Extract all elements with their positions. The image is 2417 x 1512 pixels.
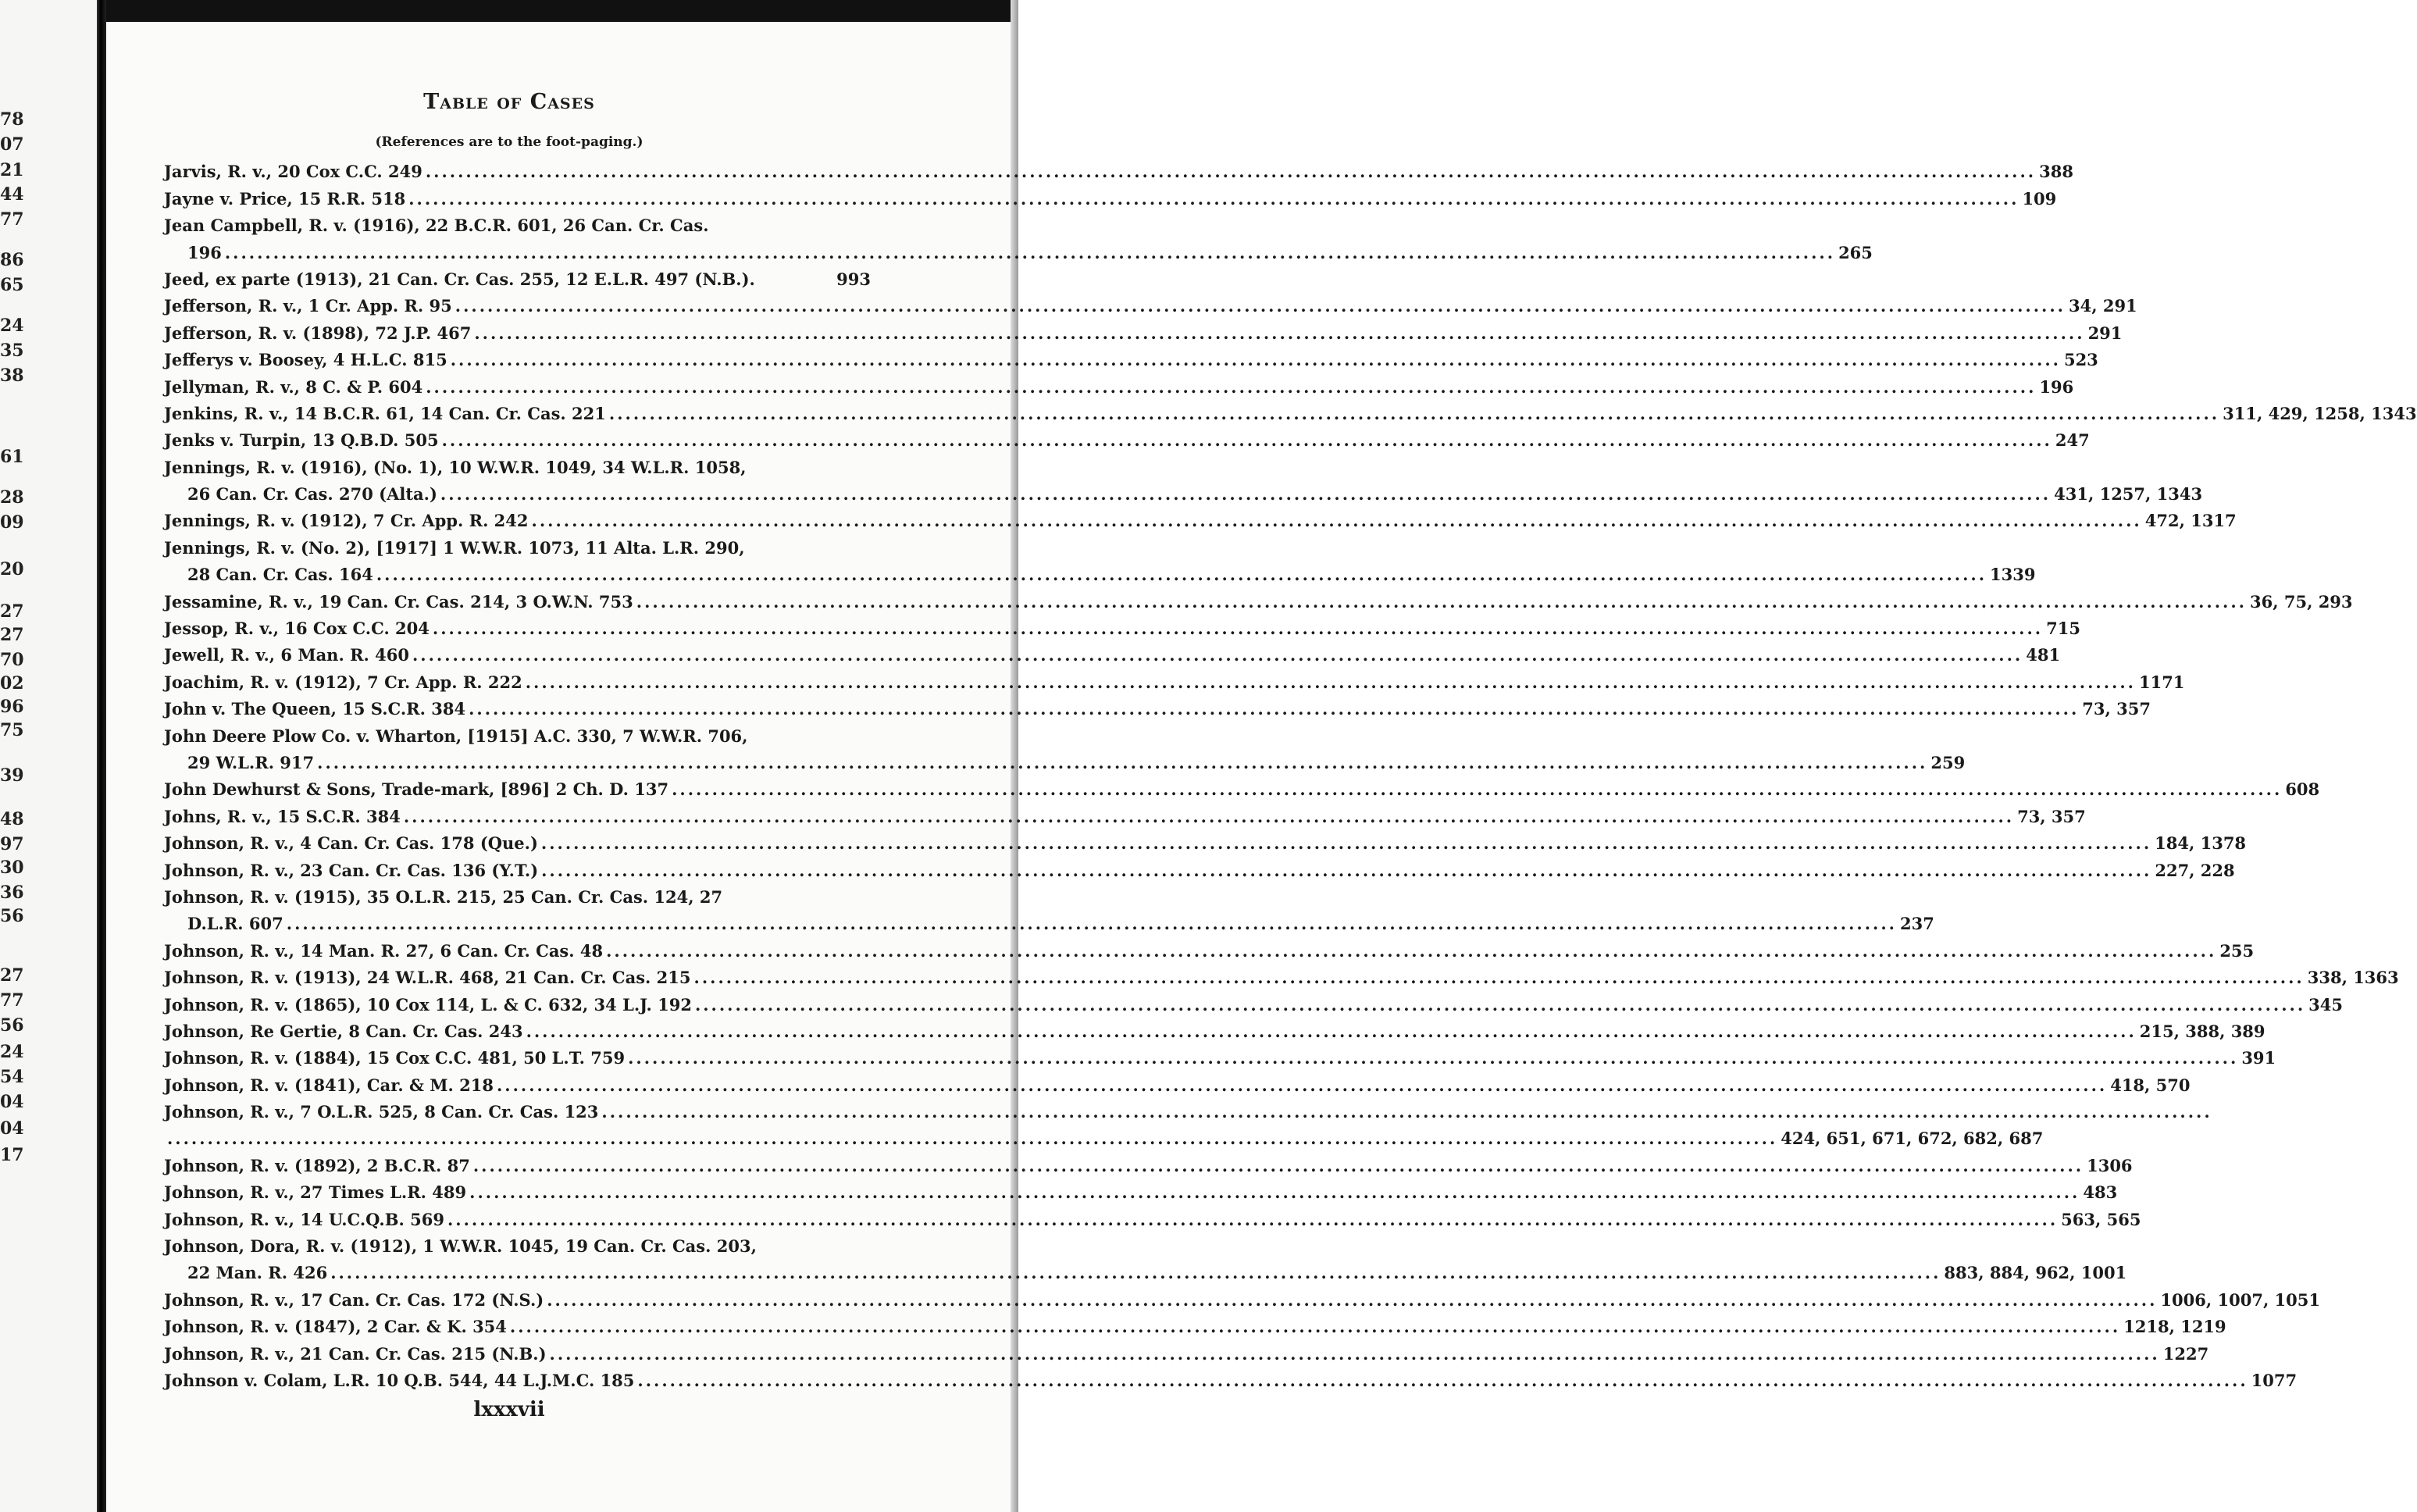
case-entry [164,1122,2044,1149]
case-entry [164,262,871,289]
case-entry [164,181,2057,209]
facing-page-number: 24 [0,1042,24,1062]
case-citation: Johnson, R. v. (1847), 2 Car. & K. 354 [164,1317,507,1337]
leader-dots: ........................................................................................................................................................................................................ [637,1370,2248,1390]
page-reference: 1218, 1219 [2123,1317,2226,1337]
case-entry [164,719,871,745]
facing-page-number: 96 [0,697,24,717]
case-citation: Johnson, Dora, R. v. (1912), 1 W.W.R. 1045, 19 Can. Cr. Cas. 203, [164,1236,757,1257]
facing-page-number: 44 [0,184,24,205]
case-entry [164,1175,2118,1203]
case-citation: Johnson, R. v. (1892), 2 B.C.R. 87 [164,1155,470,1175]
leader-dots: ........................................................................................................................................................................................................ [541,860,2152,880]
case-citation: Johnson, Re Gertie, 8 Can. Cr. Cas. 243 [164,1021,523,1041]
case-entry [164,933,2255,961]
leader-dots: ........................................................................................................................................................................................................ [496,1075,2108,1095]
case-citation: Jeed, ex parte (1913), 21 Can. Cr. Cas. 255, 12 E.L.R. 497 (N.B.). [164,269,755,289]
facing-page-number: 78 [0,109,24,130]
leader-dots: ........................................................................................................................................................................................................ [531,511,2142,531]
facing-page-number: 04 [0,1118,24,1139]
case-citation: Jenkins, R. v., 14 B.C.R. 61, 14 Can. Cr. Cas. 221 [164,403,606,423]
case-citation: Jenks v. Turpin, 13 Q.B.D. 505 [164,430,439,451]
leader-dots: ........................................................................................................................................................................................................ [469,699,2080,719]
case-entry [164,961,2399,988]
facing-page-number: 30 [0,858,24,878]
page-reference: 109 [2022,188,2057,209]
leader-dots: ........................................................................................................................................................................................................ [693,968,2305,988]
facing-page-number: 27 [0,965,24,986]
facing-page-number: 39 [0,765,24,786]
page-reference: 259 [1930,752,1966,772]
case-citation: Joachim, R. v. (1912), 7 Cr. App. R. 222 [164,672,522,692]
case-list [164,155,2417,1390]
leader-dots: ........................................................................................................................................................................................................ [601,1102,2212,1122]
case-entry [164,423,2090,451]
case-citation: 26 Can. Cr. Cas. 270 (Alta.) [187,484,437,505]
case-entry [164,1095,2212,1122]
leader-dots: ........................................................................................................................................................................................................ [509,1317,2121,1337]
case-entry [164,316,2123,343]
case-citation: 22 Man. R. 426 [187,1263,328,1283]
leader-dots: ........................................................................................................................................................................................................ [694,994,2306,1015]
leader-dots: ........................................................................................................................................................................................................ [472,1155,2084,1175]
page-reference: 563, 565 [2061,1209,2141,1229]
case-entry [164,477,2203,505]
page-folio: lxxxvii [473,1398,545,1421]
top-dark-border [102,0,1018,22]
page-reference: 265 [1838,242,1873,262]
case-citation: Jayne v. Price, 15 R.R. 518 [164,188,406,209]
case-citation: Johnson, R. v., 21 Can. Cr. Cas. 215 (N.B.) [164,1343,547,1364]
case-citation: Johnson, R. v., 14 U.C.Q.B. 569 [164,1209,444,1229]
leader-dots: ........................................................................................................................................................................................................ [432,619,2044,639]
case-entry [164,907,1934,934]
leader-dots: ........................................................................................................................................................................................................ [636,591,2247,612]
facing-page-number: 07 [0,134,24,155]
case-entry [164,1015,2265,1041]
case-citation: Johnson, R. v., 14 Man. R. 27, 6 Can. Cr. Cas. 48 [164,940,604,961]
case-entry [164,612,2080,639]
leader-dots: ........................................................................................................................................................................................................ [606,940,2217,961]
book-gutter [97,0,106,1512]
case-entry [164,1229,871,1256]
page-reference: 1077 [2251,1370,2298,1390]
case-entry [164,1068,2191,1095]
leader-dots: ........................................................................................................................................................................................................ [317,752,1928,772]
page-reference: 255 [2219,940,2255,961]
case-entry [164,1256,2127,1283]
facing-page-number: 77 [0,990,24,1011]
case-citation: Jefferys v. Boosey, 4 H.L.C. 815 [164,350,447,370]
leader-dots: ........................................................................................................................................................................................................ [440,484,2052,505]
case-citation: Johnson, R. v. (1884), 15 Cox C.C. 481, 50 L.T. 759 [164,1048,626,1068]
facing-page-number: 28 [0,487,24,508]
page-reference: 247 [2055,430,2090,451]
page-reference: 523 [2063,350,2098,370]
page-reference: 1171 [2138,672,2185,692]
page-reference: 431, 1257, 1343 [2054,484,2203,505]
case-citation: Johnson, R. v., 23 Can. Cr. Cas. 136 (Y.T.) [164,860,539,880]
leader-dots: ........................................................................................................................................................................................................ [469,1182,2080,1203]
leader-dots: ........................................................................................................................................................................................................ [540,833,2152,854]
case-citation: Johnson, R. v. (1915), 35 O.L.R. 215, 25 Can. Cr. Cas. 124, 27 [164,886,723,907]
leader-dots: ........................................................................................................................................................................................................ [167,1129,1778,1149]
page-reference: 338, 1363 [2307,968,2399,988]
case-entry [164,235,1873,262]
case-entry [164,1148,2133,1175]
leader-dots: ........................................................................................................................................................................................................ [376,565,1987,585]
case-entry [164,369,2074,397]
case-citation: John Deere Plow Co. v. Wharton, [1915] A.C. 330, 7 W.W.R. 706, [164,726,748,746]
page-reference: 34, 291 [2068,296,2137,316]
case-entry [164,772,2320,800]
case-citation: Jefferson, R. v., 1 Cr. App. R. 95 [164,296,452,316]
leader-dots: ........................................................................................................................................................................................................ [408,188,2020,209]
case-entry [164,826,2247,854]
page-reference: 1227 [2162,1343,2209,1364]
case-entry [164,1364,2298,1390]
case-entry [164,1202,2141,1229]
page-reference: 424, 651, 671, 672, 682, 687 [1781,1129,2044,1149]
leader-dots: ........................................................................................................................................................................................................ [403,806,2015,826]
case-entry [164,746,1966,772]
page-reference: 1339 [1990,565,2036,585]
case-citation: Jean Campbell, R. v. (1916), 22 B.C.R. 601, 26 Can. Cr. Cas. [164,216,709,236]
page-reference: 73, 357 [2017,806,2086,826]
leader-dots: ........................................................................................................................................................................................................ [425,162,2037,182]
page-reference: 391 [2241,1048,2276,1068]
case-citation: Johnson, R. v. (1865), 10 Cox 114, L. & C. 632, 34 L.J. 192 [164,994,692,1015]
facing-page-number: 75 [0,720,24,740]
case-entry [164,155,2073,182]
facing-page-number: 35 [0,341,24,361]
case-entry [164,397,2417,423]
leader-dots: ........................................................................................................................................................................................................ [224,242,1836,262]
case-entry [164,289,2137,316]
case-entry [164,584,2353,612]
page-reference: 196 [2039,376,2074,397]
case-citation: Jellyman, R. v., 8 C. & P. 604 [164,376,423,397]
facing-page-number: 27 [0,625,24,645]
case-citation: John Dewhurst & Sons, Trade-mark, [896] 2 Ch. D. 137 [164,779,669,800]
page-reference: 418, 570 [2110,1075,2191,1095]
page-reference: 73, 357 [2082,699,2151,719]
case-entry [164,665,2185,692]
case-entry [164,799,2086,826]
facing-page-number: 54 [0,1067,24,1087]
facing-page-number: 20 [0,559,24,579]
case-entry [164,450,871,476]
facing-page-number: 36 [0,883,24,903]
facing-page-number: 04 [0,1092,24,1112]
case-entry [164,1282,2321,1310]
facing-page-number: 48 [0,809,24,829]
facing-page-edge [0,0,100,1512]
case-citation: Jennings, R. v. (1912), 7 Cr. App. R. 242 [164,511,529,531]
case-citation: John v. The Queen, 15 S.C.R. 384 [164,699,466,719]
facing-page-number: 65 [0,275,24,295]
case-citation: 29 W.L.R. 917 [187,752,315,772]
case-citation: Johnson, R. v., 17 Can. Cr. Cas. 172 (N.S.) [164,1289,544,1310]
page-reference: 883, 884, 962, 1001 [1944,1263,2127,1283]
page-reference: 1006, 1007, 1051 [2160,1289,2321,1310]
case-entry [164,1336,2209,1364]
leader-dots: ........................................................................................................................................................................................................ [450,350,2061,370]
case-entry [164,853,2235,880]
page-reference: 311, 429, 1258, 1343 [2223,403,2417,423]
page-title: Table of Cases [423,90,595,114]
facing-page-number: 56 [0,906,24,926]
page-reference: 345 [2308,994,2343,1015]
leader-dots: ........................................................................................................................................................................................................ [628,1048,2239,1068]
facing-page-number: 09 [0,512,24,533]
case-entry [164,1310,2226,1337]
page-reference: 237 [1899,914,1934,934]
case-entry [164,558,2036,585]
case-citation: 196 [187,242,222,262]
case-citation: Jewell, R. v., 6 Man. R. 460 [164,645,409,665]
case-entry [164,530,871,557]
case-citation: Johnson, R. v., 7 O.L.R. 525, 8 Can. Cr. Cas. 123 [164,1102,599,1122]
case-entry [164,638,2061,665]
facing-page-number: 86 [0,250,24,270]
leader-dots: ........................................................................................................................................................................................................ [412,645,2023,665]
case-citation: Jennings, R. v. (1916), (No. 1), 10 W.W.R. 1049, 34 W.L.R. 1058, [164,457,747,477]
leader-dots: ........................................................................................................................................................................................................ [426,376,2037,397]
page-reference: 227, 228 [2155,860,2235,880]
page-reference: 993 [836,269,871,289]
case-citation: D.L.R. 607 [187,914,283,934]
page-reference: 715 [2046,619,2080,639]
page-reference: 481 [2026,645,2061,665]
facing-page-number: 17 [0,1145,24,1165]
leader-dots: ........................................................................................................................................................................................................ [286,914,1897,934]
case-citation: Johnson v. Colam, L.R. 10 Q.B. 544, 44 L.J.M.C. 185 [164,1370,635,1390]
case-entry [164,987,2343,1015]
page-reference: 1306 [2087,1155,2133,1175]
facing-page-number: 56 [0,1015,24,1036]
case-citation: Jessop, R. v., 16 Cox C.C. 204 [164,619,430,639]
case-citation: Johnson, R. v. (1913), 24 W.L.R. 468, 21 Can. Cr. Cas. 215 [164,968,691,988]
page-reference: 215, 388, 389 [2139,1021,2265,1041]
leader-dots: ........................................................................................................................................................................................................ [441,430,2052,451]
page-reference: 472, 1317 [2144,511,2237,531]
case-entry [164,880,871,907]
case-citation: Johnson, R. v., 27 Times L.R. 489 [164,1182,467,1203]
leader-dots: ........................................................................................................................................................................................................ [608,403,2220,423]
case-citation: Jefferson, R. v. (1898), 72 J.P. 467 [164,323,472,343]
facing-page-number: 38 [0,366,24,386]
case-citation: Johnson, R. v., 4 Can. Cr. Cas. 178 (Que.) [164,833,538,854]
case-citation: Jennings, R. v. (No. 2), [1917] 1 W.W.R. 1073, 11 Alta. L.R. 290, [164,537,745,558]
case-citation: Johns, R. v., 15 S.C.R. 384 [164,806,401,826]
case-citation: Johnson, R. v. (1841), Car. & M. 218 [164,1075,494,1095]
leader-dots: ........................................................................................................................................................................................................ [549,1343,2160,1364]
leader-dots: ........................................................................................................................................................................................................ [526,1021,2137,1041]
leader-dots: ........................................................................................................................................................................................................ [547,1289,2158,1310]
page-reference: 608 [2285,779,2320,800]
page-subtitle: (References are to the foot-paging.) [375,134,643,150]
leader-dots: ........................................................................................................................................................................................................ [330,1263,1941,1283]
page-reference: 36, 75, 293 [2250,591,2353,612]
leader-dots: ........................................................................................................................................................................................................ [474,323,2085,343]
leader-dots: ........................................................................................................................................................................................................ [455,296,2066,316]
case-entry [164,343,2098,370]
case-entry [164,209,871,235]
page-reference: 291 [2087,323,2123,343]
case-citation: 28 Can. Cr. Cas. 164 [187,565,373,585]
facing-page-number: 61 [0,447,24,467]
facing-page-number: 97 [0,834,24,854]
leader-dots: ........................................................................................................................................................................................................ [672,779,2283,800]
case-entry [164,692,2151,719]
leader-dots: ........................................................................................................................................................................................................ [525,672,2136,692]
case-citation: Jessamine, R. v., 19 Can. Cr. Cas. 214, 3 O.W.N. 753 [164,591,633,612]
facing-page-number: 02 [0,673,24,694]
case-entry [164,504,2237,531]
facing-page-number: 21 [0,160,24,180]
facing-page-number: 77 [0,209,24,230]
case-entry [164,1041,2276,1068]
facing-page-number: 70 [0,650,24,670]
facing-page-number: 24 [0,316,24,336]
case-citation: Jarvis, R. v., 20 Cox C.C. 249 [164,162,422,182]
page-reference: 388 [2039,162,2073,182]
page-reference: 184, 1378 [2155,833,2247,854]
page-reference: 483 [2083,1182,2118,1203]
leader-dots: ........................................................................................................................................................................................................ [447,1209,2059,1229]
facing-page-number: 27 [0,601,24,622]
